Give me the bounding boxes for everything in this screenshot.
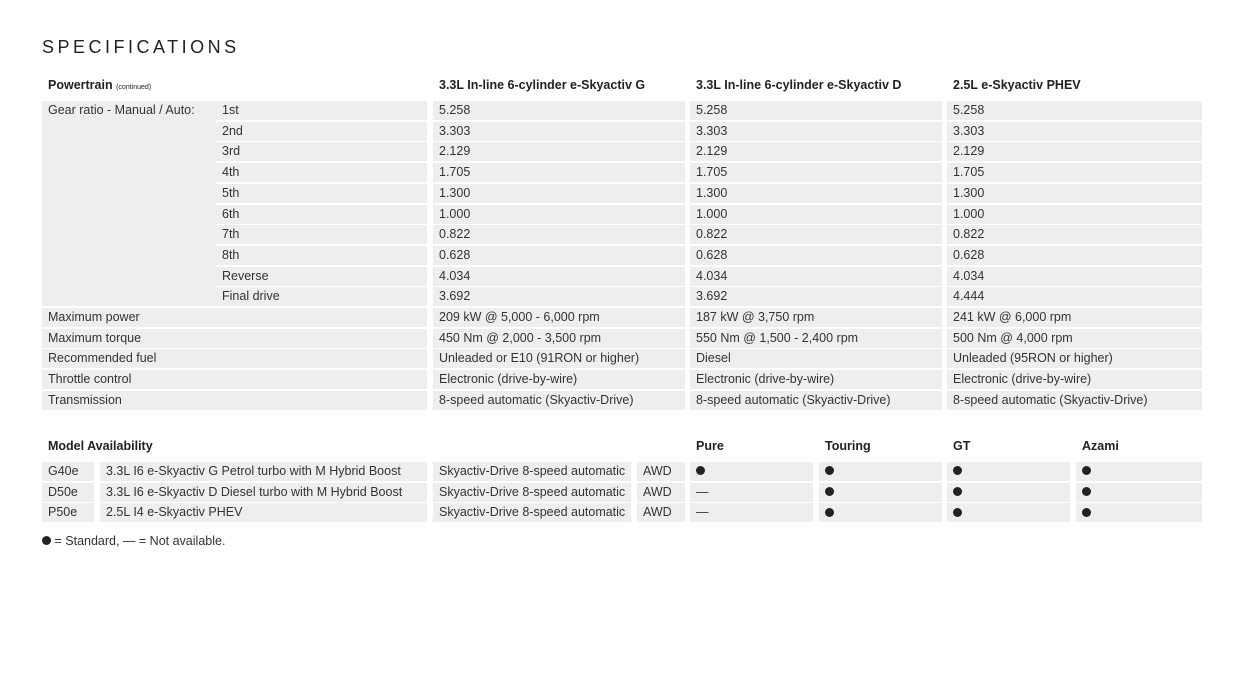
gear-ratio-value: 5.258: [690, 101, 942, 120]
grade-availability-cell: [690, 503, 813, 522]
gear-ratio-value: 1.300: [690, 184, 942, 203]
grade-availability-cell: [819, 503, 942, 522]
spec-value: 187 kW @ 3,750 rpm: [690, 308, 942, 327]
spec-value: 241 kW @ 6,000 rpm: [947, 308, 1202, 327]
not-available-dash: —: [696, 484, 709, 499]
gear-label: 4th: [216, 163, 427, 182]
standard-dot-icon: [42, 536, 51, 545]
model-drive: AWD: [637, 462, 685, 481]
gear-ratio-value: 0.822: [690, 225, 942, 244]
standard-dot-icon: [1082, 508, 1091, 517]
spec-value: 450 Nm @ 2,000 - 3,500 rpm: [433, 329, 685, 348]
gear-ratio-value: 1.300: [947, 184, 1202, 203]
legend: [42, 532, 225, 551]
model-code: G40e: [42, 462, 94, 481]
gear-ratio-value: 1.000: [433, 205, 685, 224]
grade-header-pure: Pure: [696, 439, 724, 453]
gear-ratio-value: 1.705: [433, 163, 685, 182]
gear-label: 2nd: [216, 122, 427, 141]
powertrain-heading-text: Powertrain: [48, 78, 113, 92]
page-title: SPECIFICATIONS: [42, 37, 240, 57]
spec-value: Electronic (drive-by-wire): [433, 370, 685, 389]
grade-availability-cell: [819, 462, 942, 481]
gear-ratio-value: 1.000: [947, 205, 1202, 224]
model-transmission: Skyactiv-Drive 8-speed automatic: [433, 483, 631, 502]
gear-ratio-value: 4.444: [947, 287, 1202, 306]
spec-value: Unleaded (95RON or higher): [947, 349, 1202, 368]
grade-header-azami: Azami: [1082, 439, 1119, 453]
grade-availability-cell: [947, 503, 1070, 522]
grade-header-touring: Touring: [825, 439, 871, 453]
gear-ratio-label-block: [42, 101, 216, 306]
gear-ratio-value: 3.692: [690, 287, 942, 306]
gear-label: Final drive: [216, 287, 427, 306]
grade-availability-cell: [947, 462, 1070, 481]
gear-ratio-value: 0.628: [433, 246, 685, 265]
spec-label: Recommended fuel: [42, 349, 427, 368]
spec-value: Electronic (drive-by-wire): [947, 370, 1202, 389]
powertrain-heading: [42, 76, 422, 97]
powertrain-heading-note: (continued): [116, 84, 152, 91]
gear-label: 8th: [216, 246, 427, 265]
spec-value: 500 Nm @ 4,000 rpm: [947, 329, 1202, 348]
spec-value: Electronic (drive-by-wire): [690, 370, 942, 389]
spec-value: 550 Nm @ 1,500 - 2,400 rpm: [690, 329, 942, 348]
standard-dot-icon: [696, 466, 705, 475]
model-engine: 3.3L I6 e-Skyactiv D Diesel turbo with M Hybrid Boost: [100, 483, 427, 502]
gear-label: 1st: [216, 101, 427, 120]
standard-dot-icon: [825, 487, 834, 496]
standard-dot-icon: [953, 508, 962, 517]
gear-ratio-value: 1.000: [690, 205, 942, 224]
column-header-engine-d: 3.3L In-line 6-cylinder e-Skyactiv D: [696, 78, 902, 92]
spec-value: Unleaded or E10 (91RON or higher): [433, 349, 685, 368]
gear-label: Reverse: [216, 267, 427, 286]
gear-ratio-value: 2.129: [690, 142, 942, 161]
not-available-dash: —: [696, 505, 709, 520]
spec-value: 8-speed automatic (Skyactiv-Drive): [690, 391, 942, 410]
gear-ratio-value: 2.129: [433, 142, 685, 161]
model-transmission: Skyactiv-Drive 8-speed automatic: [433, 462, 631, 481]
gear-label: 6th: [216, 205, 427, 224]
gear-ratio-value: 1.705: [947, 163, 1202, 182]
model-drive: AWD: [637, 483, 685, 502]
standard-dot-icon: [825, 466, 834, 475]
gear-ratio-value: 4.034: [947, 267, 1202, 286]
availability-heading: Model Availability: [48, 439, 153, 453]
model-engine: 2.5L I4 e-Skyactiv PHEV: [100, 503, 427, 522]
spec-label: Transmission: [42, 391, 427, 410]
gear-ratio-value: 5.258: [947, 101, 1202, 120]
grade-availability-cell: [1076, 462, 1202, 481]
model-drive: AWD: [637, 503, 685, 522]
spec-label: Throttle control: [42, 370, 427, 389]
gear-ratio-value: 3.303: [433, 122, 685, 141]
gear-ratio-value: 3.303: [690, 122, 942, 141]
grade-availability-cell: [690, 462, 813, 481]
standard-dot-icon: [825, 508, 834, 517]
gear-label: 5th: [216, 184, 427, 203]
model-transmission: Skyactiv-Drive 8-speed automatic: [433, 503, 631, 522]
column-header-engine-g: 3.3L In-line 6-cylinder e-Skyactiv G: [439, 78, 646, 92]
gear-ratio-value: 1.705: [690, 163, 942, 182]
grade-availability-cell: [819, 483, 942, 502]
legend-text: = Standard, — = Not available.: [54, 534, 226, 548]
gear-label: 7th: [216, 225, 427, 244]
gear-ratio-value: 0.628: [947, 246, 1202, 265]
grade-header-gt: GT: [953, 439, 971, 453]
gear-ratio-value: 5.258: [433, 101, 685, 120]
gear-ratio-value: 1.300: [433, 184, 685, 203]
grade-availability-cell: [1076, 483, 1202, 502]
gear-ratio-value: 3.692: [433, 287, 685, 306]
spec-value: Diesel: [690, 349, 942, 368]
model-engine: 3.3L I6 e-Skyactiv G Petrol turbo with M Hybrid Boost: [100, 462, 427, 481]
grade-availability-cell: [1076, 503, 1202, 522]
spec-value: 8-speed automatic (Skyactiv-Drive): [947, 391, 1202, 410]
gear-ratio-value: 0.822: [433, 225, 685, 244]
gear-ratio-value: 3.303: [947, 122, 1202, 141]
model-code: P50e: [42, 503, 94, 522]
gear-ratio-value: 0.628: [690, 246, 942, 265]
model-code: D50e: [42, 483, 94, 502]
gear-label: 3rd: [216, 142, 427, 161]
spec-value: 209 kW @ 5,000 - 6,000 rpm: [433, 308, 685, 327]
standard-dot-icon: [1082, 466, 1091, 475]
gear-ratio-value: 0.822: [947, 225, 1202, 244]
grade-availability-cell: [947, 483, 1070, 502]
standard-dot-icon: [1082, 487, 1091, 496]
standard-dot-icon: [953, 487, 962, 496]
gear-ratio-value: 4.034: [433, 267, 685, 286]
grade-availability-cell: [690, 483, 813, 502]
gear-ratio-value: 4.034: [690, 267, 942, 286]
spec-value: 8-speed automatic (Skyactiv-Drive): [433, 391, 685, 410]
standard-dot-icon: [953, 466, 962, 475]
gear-ratio-value: 2.129: [947, 142, 1202, 161]
spec-label: Maximum power: [42, 308, 427, 327]
column-header-engine-phev: 2.5L e-Skyactiv PHEV: [953, 78, 1081, 92]
gear-ratio-label: Gear ratio - Manual / Auto:: [48, 103, 195, 117]
spec-label: Maximum torque: [42, 329, 427, 348]
